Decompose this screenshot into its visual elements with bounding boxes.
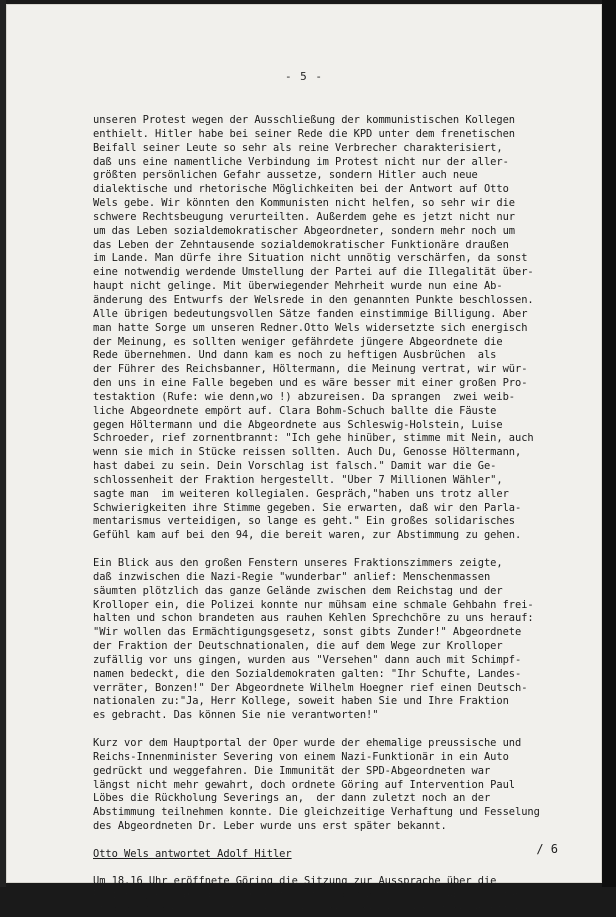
text-line: des Abgeordneten Dr. Leber wurde uns erst später bekannt. (93, 820, 447, 833)
continuation-marker: / 6 (536, 842, 558, 856)
text-line: der Führer des Reichsbanner, Höltermann, die Meinung vertrat, wir wür- (93, 363, 528, 376)
text-line: Beifall seiner Leute so sehr als reine Verbrecher charakterisiert, (93, 141, 503, 154)
text-line: Ein Blick aus den großen Fenstern unseres Fraktionszimmers zeigte, (93, 557, 503, 569)
section-heading: Otto Wels antwortet Adolf Hitler (93, 847, 292, 860)
text-line: haupt nicht gelinge. Mit überwiegender Mehrheit wurde nun eine Ab- (93, 280, 503, 293)
text-line: daß inzwischen die Nazi-Regie "wunderbar" anlief: Menschenmassen (93, 570, 491, 583)
text-line: Wels gebe. Wir könnten den Kommunisten nicht helfen, so sehr wir die (93, 197, 515, 210)
text-line: Abstimmung teilnehmen konnte. Die gleichzeitige Verhaftung und Fesselung (93, 806, 540, 819)
text-line: hast dabei zu sein. Dein Vorschlag ist falsch." Damit war die Ge- (93, 460, 497, 473)
text-line: zufällig vor uns gingen, wurden aus "Versehen" dann auch mit Schimpf- (93, 653, 522, 666)
text-line: namen bedeckt, die den Sozialdemokraten galten: "Ihr Schufte, Landes- (93, 667, 522, 680)
text-line: Reichs-Innenminister Severing von einem Nazi-Funktionär in ein Auto (93, 750, 509, 763)
text-line: mentarismus verteidigen, so lange es geht." Ein großes solidarisches (93, 515, 515, 528)
text-line: enthielt. Hitler habe bei seiner Rede die KPD unter dem frenetischen (93, 127, 515, 140)
text-line: schwere Rechtsbeugung verurteilten. Außerdem gehe es jetzt nicht nur (93, 210, 515, 223)
text-line: im Lande. Man dürfe ihre Situation nicht unnötig verschärfen, da sonst (93, 252, 528, 265)
text-line: wenn sie mich in Stücke reissen sollten. Auch Du, Genosse Höltermann, (93, 446, 522, 459)
text-line: schlossenheit der Fraktion hergestellt. "Über 7 Millionen Wähler", (93, 473, 503, 486)
paragraph-1 (93, 114, 559, 543)
text-line: der Fraktion der Deutschnationalen, die auf dem Wege zur Krolloper (93, 640, 503, 653)
text-line: Kurz vor dem Hauptportal der Oper wurde der ehemalige preussische und (93, 736, 522, 749)
text-line: säumten plötzlich das ganze Gelände zwischen dem Reichstag und der (93, 584, 503, 597)
document-page (6, 4, 602, 916)
text-line: dialektische und rhetorische Möglichkeiten bei der Antwort auf Otto (93, 183, 509, 196)
text-line: den uns in eine Falle begeben und es wäre besser mit einer großen Pro- (93, 377, 528, 390)
text-line: größten persönlichen Gefahr aussetze, sondern Hitler auch neue (93, 169, 478, 182)
text-line: nationalen zu:"Ja, Herr Kollege, soweit haben Sie und Ihre Fraktion (93, 695, 509, 708)
paragraph-4 (93, 875, 559, 917)
text-line: Rede übernehmen. Und dann kam es noch zu heftigen Ausbrüchen als (93, 349, 497, 362)
text-line: Otto Wels, der in sichtlicher Gelassenheit das Rednerpult neben Hitler (93, 903, 528, 916)
page-number: - 5 - (284, 70, 324, 83)
text-line: verräter, Bonzen!" Der Abgeordnete Wilhelm Hoegner rief einen Deutsch- (93, 681, 528, 694)
text-line: man hatte Sorge um unseren Redner.Otto Wels widersetzte sich energisch (93, 321, 528, 334)
text-line: Krolloper ein, die Polizei konnte nur mühsam eine schmale Gehbahn frei- (93, 598, 534, 611)
text-line: Um 18.16 Uhr eröffnete Göring die Sitzung zur Aussprache über die (93, 875, 497, 888)
text-line: gedrückt und weggefahren. Die Immunität der SPD-Abgeordneten war (93, 764, 491, 777)
text-line: Regierungserklärung. Er erteilte sofort das Wort dem SPD-Abgeordneten (93, 889, 522, 902)
text-line: halten und schon brandeten aus rauhen Kehlen Sprechchöre zu uns herauf: (93, 612, 534, 625)
scan-right-edge (602, 0, 616, 887)
text-line: Alle übrigen bedeutungsvollen Sätze fanden einstimmige Billigung. Aber (93, 307, 528, 320)
paragraph-gap (93, 862, 559, 876)
text-line: änderung des Entwurfs der Welsrede in den genannten Punkte beschlossen. (93, 293, 534, 306)
text-line: gegen Höltermann und die Abgeordnete aus Schleswig-Holstein, Luise (93, 418, 503, 431)
text-line: "Wir wollen das Ermächtigungsgesetz, sonst gibts Zunder!" Abgeordnete (93, 626, 522, 639)
text-line: Gefühl kam auf bei den 94, die bereit waren, zur Abstimmung zu gehen. (93, 529, 522, 542)
paragraph-gap (93, 543, 559, 557)
paragraph-gap (93, 834, 559, 848)
text-line: der Meinung, es sollten weniger gefährdete jüngere Abgeordnete die (93, 335, 503, 348)
paragraph-3 (93, 737, 559, 834)
text-line: Schwierigkeiten ihre Stimme gegeben. Sie erwarten, daß wir den Parla- (93, 501, 522, 514)
text-line: Schroeder, rief zornentbrannt: "Ich gehe hinüber, stimme mit Nein, auch (93, 432, 534, 445)
text-line: um das Leben sozialdemokratischer Abgeordneter, sondern mehr noch um (93, 224, 515, 237)
text-line: daß uns eine namentliche Verbindung im Protest nicht nur der aller- (93, 155, 509, 168)
text-line: Löbes die Rückholung Severings an, der dann zuletzt noch an der (93, 792, 491, 805)
text-line: es gebracht. Das können Sie nie verantworten!" (93, 709, 379, 722)
text-line: eine notwendig werdende Umstellung der Partei auf die Illegalität über- (93, 266, 534, 279)
text-line: das Leben der Zehntausende sozialdemokratischer Funktionäre draußen (93, 238, 509, 251)
text-line: längst nicht mehr gewahrt, doch ordnete Göring auf Intervention Paul (93, 778, 515, 791)
paragraph-gap (93, 723, 559, 737)
paragraph-2 (93, 557, 559, 723)
text-line: unseren Protest wegen der Ausschließung der kommunistischen Kollegen (93, 114, 515, 126)
document-body (93, 114, 559, 917)
text-line: liche Abgeordnete empört auf. Clara Bohm-Schuch ballte die Fäuste (93, 404, 497, 417)
text-line: sagte man im weiteren kollegialen. Gespräch,"haben uns trotz aller (93, 487, 509, 500)
text-line: testaktion (Rufe: wie denn,wo !) abzureisen. Da sprangen zwei weib- (93, 390, 515, 403)
